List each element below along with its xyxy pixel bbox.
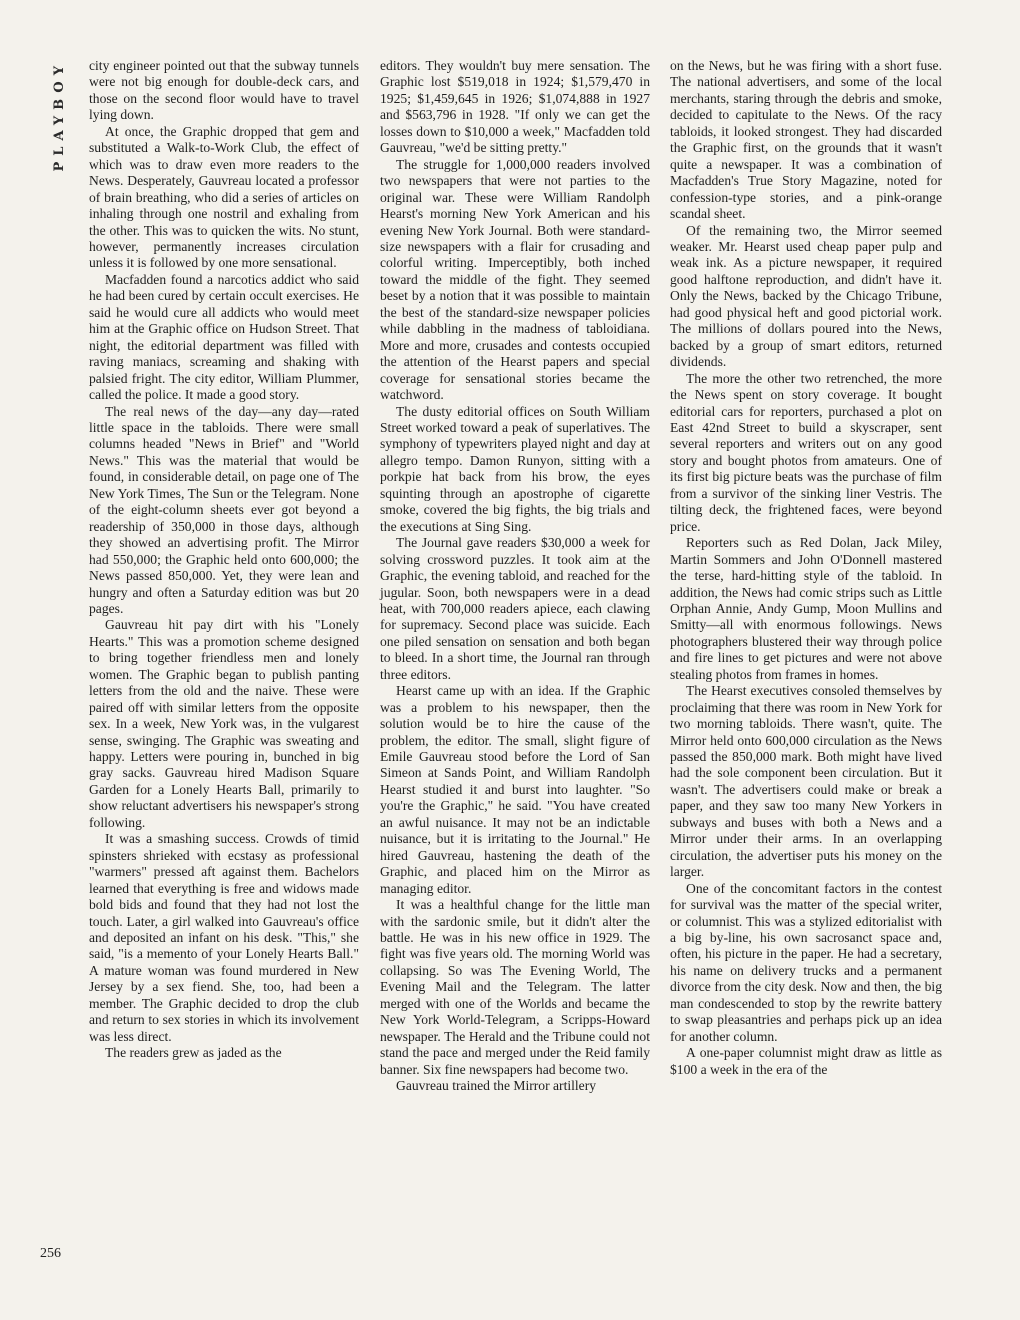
paragraph: editors. They wouldn't buy mere sensation. The Graphic lost $519,018 in 1924; $1,579,470 in 1925; $1,459,645 in 1926; $1,074,888 in 1927 and $563,796 in 1928. "If only we can get the losses down to $10,000 a week," Macfadden told Gauvreau, "we'd be sitting pretty.": [380, 58, 650, 156]
paragraph: The readers grew as jaded as the: [105, 1045, 282, 1061]
paragraph: Gauvreau hit pay dirt with his "Lonely Hearts." This was a promotion scheme designed to bring together friendless men and lonely women. The Graphic began to publish panting letters from the old and the naive. These were paired off with similar letters from the opposite sex. In a week, New York was, in the vulgarest sense, swinging. The Graphic was sweating and happy. Letters were pouring in, bunched in big gray sacks. Gauvreau hired Madison Square Garden for a Lonely Hearts Ball, primarily to show reluctant advertisers his newspaper's strong following.: [89, 617, 359, 830]
paragraph: Macfadden found a narcotics addict who said he had been cured by certain occult exercises. He said he would cure all addicts who would meet him at the Graphic office on Hudson Street. That night, the editorial department was filled with raving maniacs, screaming and shaking with palsied fright. The city editor, William Plummer, called the police. It made a good story.: [89, 271, 359, 403]
paragraph: The real news of the day—any day—rated little space in the tabloids. There were small columns headed "News in Brief" and "World News." This was the material that would be found, in considerable detail, on page one of The New York Times, The Sun or the Telegram. None of the eight-column sheets ever got beyond a readership of 350,000 in those days, although they showed an advertising profit. The Mirror had 550,000; the Graphic held onto 600,000; the News passed 850,000. Yet, they were lean and hungry and often a Saturday edition was but 20 pages.: [89, 403, 359, 616]
paragraph: Of the remaining two, the Mirror seemed weaker. Mr. Hearst used cheap paper pulp and weak ink. As a picture newspaper, it required good halftone reproduction, and didn't have it. Only the News, backed by the Chicago Tribune, had good physical heft and good pictorial work. The millions of dollars poured into the News, backed by a group of smart editors, returned dividends.: [670, 222, 942, 370]
paragraph: The dusty editorial offices on South William Street worked toward a peak of superlatives. The symphony of typewriters played night and day at allegro tempo. Damon Runyon, sitting with a porkpie hat back from his brow, the eyes squinting through an apostrophe of cigarette smoke, covered the big fights, the big trials and the executions at Sing Sing.: [380, 403, 650, 534]
paragraph: city engineer pointed out that the subway tunnels were not big enough for double-deck cars, and those on the second floor would have to travel lying down.: [89, 58, 359, 123]
text-column-1: [89, 58, 359, 1062]
paragraph: The more the other two retrenched, the more the News spent on story coverage. It bought editorial cars for reporters, purchased a plot on East 42nd Street to build a skyscraper, sent several reporters and writers out on any good story and bought photos from amateurs. One of its first big picture beats was the purchase of film from a survivor of the sinking liner Vestris. The tilting deck, the frightened faces, were beyond price.: [670, 370, 942, 534]
paragraph: One of the concomitant factors in the contest for survival was the matter of the special writer, or columnist. This was a stylized editorialist with a big by-line, his own sacrosanct space and, often, his picture in the paper. He had a secretary, his name on delivery trucks and a permanent divorce from the city desk. Now and then, the big man condescended to stop by the rewrite battery to swap pleasantries and perhaps pick up an idea for another column.: [670, 880, 942, 1044]
paragraph: Reporters such as Red Dolan, Jack Miley, Martin Sommers and John O'Donnell mastered the terse, hard-hitting style of the tabloid. In addition, the News had comic strips such as Little Orphan Annie, Andy Gump, Moon Mullins and Smitty—all with enormous followings. News photographers blustered their way through police and fire lines to get pictures and were not above stealing photos from frames in homes.: [670, 535, 942, 682]
magazine-folio-logo: PLAYBOY: [52, 60, 67, 172]
text-column-3: [670, 58, 942, 1078]
paragraph: on the News, but he was firing with a short fuse. The national advertisers, and some of the local merchants, staring through the debris and smoke, decided to capitulate to the News. Of the racy tabloids, it looked strongest. They had discarded the Graphic first, on the grounds that it wasn't quite a newspaper. It was a combination of Macfadden's True Story Magazine, noted for confession-type stories, and a pink-orange scandal sheet.: [670, 58, 942, 222]
paragraph: Gauvreau trained the Mirror artillery: [396, 1078, 597, 1094]
text-column-2: [380, 58, 650, 1095]
paragraph: It was a smashing success. Crowds of timid spinsters shrieked with ecstasy as professional "warmers" pressed aft against them. Bachelors learned that everything is free and widows made bold bids and found that they had not lost the touch. Later, a girl walked into Gauvreau's office and deposited an infant on his desk. "This," she said, "is a memento of your Lonely Hearts Ball." A mature woman was found murdered in New Jersey by a sex fiend. She, too, had been a member. The Graphic decided to drop the club and return to sex stories in which its involvement was less direct.: [89, 831, 359, 1044]
paragraph: It was a healthful change for the little man with the sardonic smile, but it didn't alter the battle. He was in his new office in 1929. The fight was five years old. The morning World was collapsing. So was The Evening World, The Evening Mail and the Telegram. The latter merged with one of the Worlds and became the New York World-Telegram, a Scripps-Howard newspaper. The Herald and the Tribune could not stand the pace and merged under the Reid family banner. Six fine newspapers had become two.: [380, 897, 650, 1077]
paragraph: The Journal gave readers $30,000 a week for solving crossword puzzles. It took aim at the Graphic, the evening tabloid, and reached for the jugular. Soon, both newspapers were in a dead heat, with 700,000 readers apiece, each clawing for supremacy. Second place was suicide. Each one piled sensation on sensation and both began to bleed. In a short time, the Journal ran through three editors.: [380, 535, 650, 682]
paragraph: Hearst came up with an idea. If the Graphic was a problem to his newspaper, then the solution would be to hire the cause of the problem, the editor. The small, slight figure of Emile Gauvreau stood before the Lord of San Simeon at Sands Point, and William Randolph Hearst studied it and burst into laughter. "So you're the Graphic," he said. "You have created an awful nuisance. It may not be an indictable nuisance, but it is irritating to the Journal." He hired Gauvreau, hastening the death of the Graphic, and placed him on the Mirror as managing editor.: [380, 683, 650, 896]
page-number: 256: [40, 1246, 61, 1261]
paragraph: At once, the Graphic dropped that gem and substituted a Walk-to-Work Club, the effect of which was to draw even more readers to the News. Desperately, Gauvreau located a professor of brain breathing, who did a series of articles on inhaling through one nostril and exhaling from the other. This was to quicken the wits. No stunt, however, permanently increases circulation unless it is followed by one more sensational.: [89, 123, 359, 271]
paragraph: The Hearst executives consoled themselves by proclaiming that there was room in New York for two morning tabloids. There wasn't, quite. The Mirror held onto 600,000 circulation as the News passed the 850,000 mark. Both might have lived had the sole component been circulation. But it wasn't. The advertisers could make or break a paper, and they saw too many New Yorkers in subways and buses with both a News and a Mirror under their arms. In an overlapping circulation, the advertiser puts his money on the larger.: [670, 683, 942, 880]
paragraph: The struggle for 1,000,000 readers involved two newspapers that were not parties to the original war. These were William Randolph Hearst's morning New York American and his evening New York Journal. Both were standard-size newspapers with a flair for crusading and colorful writing. Imperceptibly, both inched toward the middle of the fight. They seemed beset by a notion that it was possible to maintain the best of the standard-size newspaper policies while dabbling in the madness of tabloidiana. More and more, crusades and contests occupied the attention of the Hearst papers and special coverage for sensational stories became the watchword.: [380, 156, 650, 403]
paragraph: A one-paper columnist might draw as little as $100 a week in the era of the: [670, 1045, 942, 1077]
